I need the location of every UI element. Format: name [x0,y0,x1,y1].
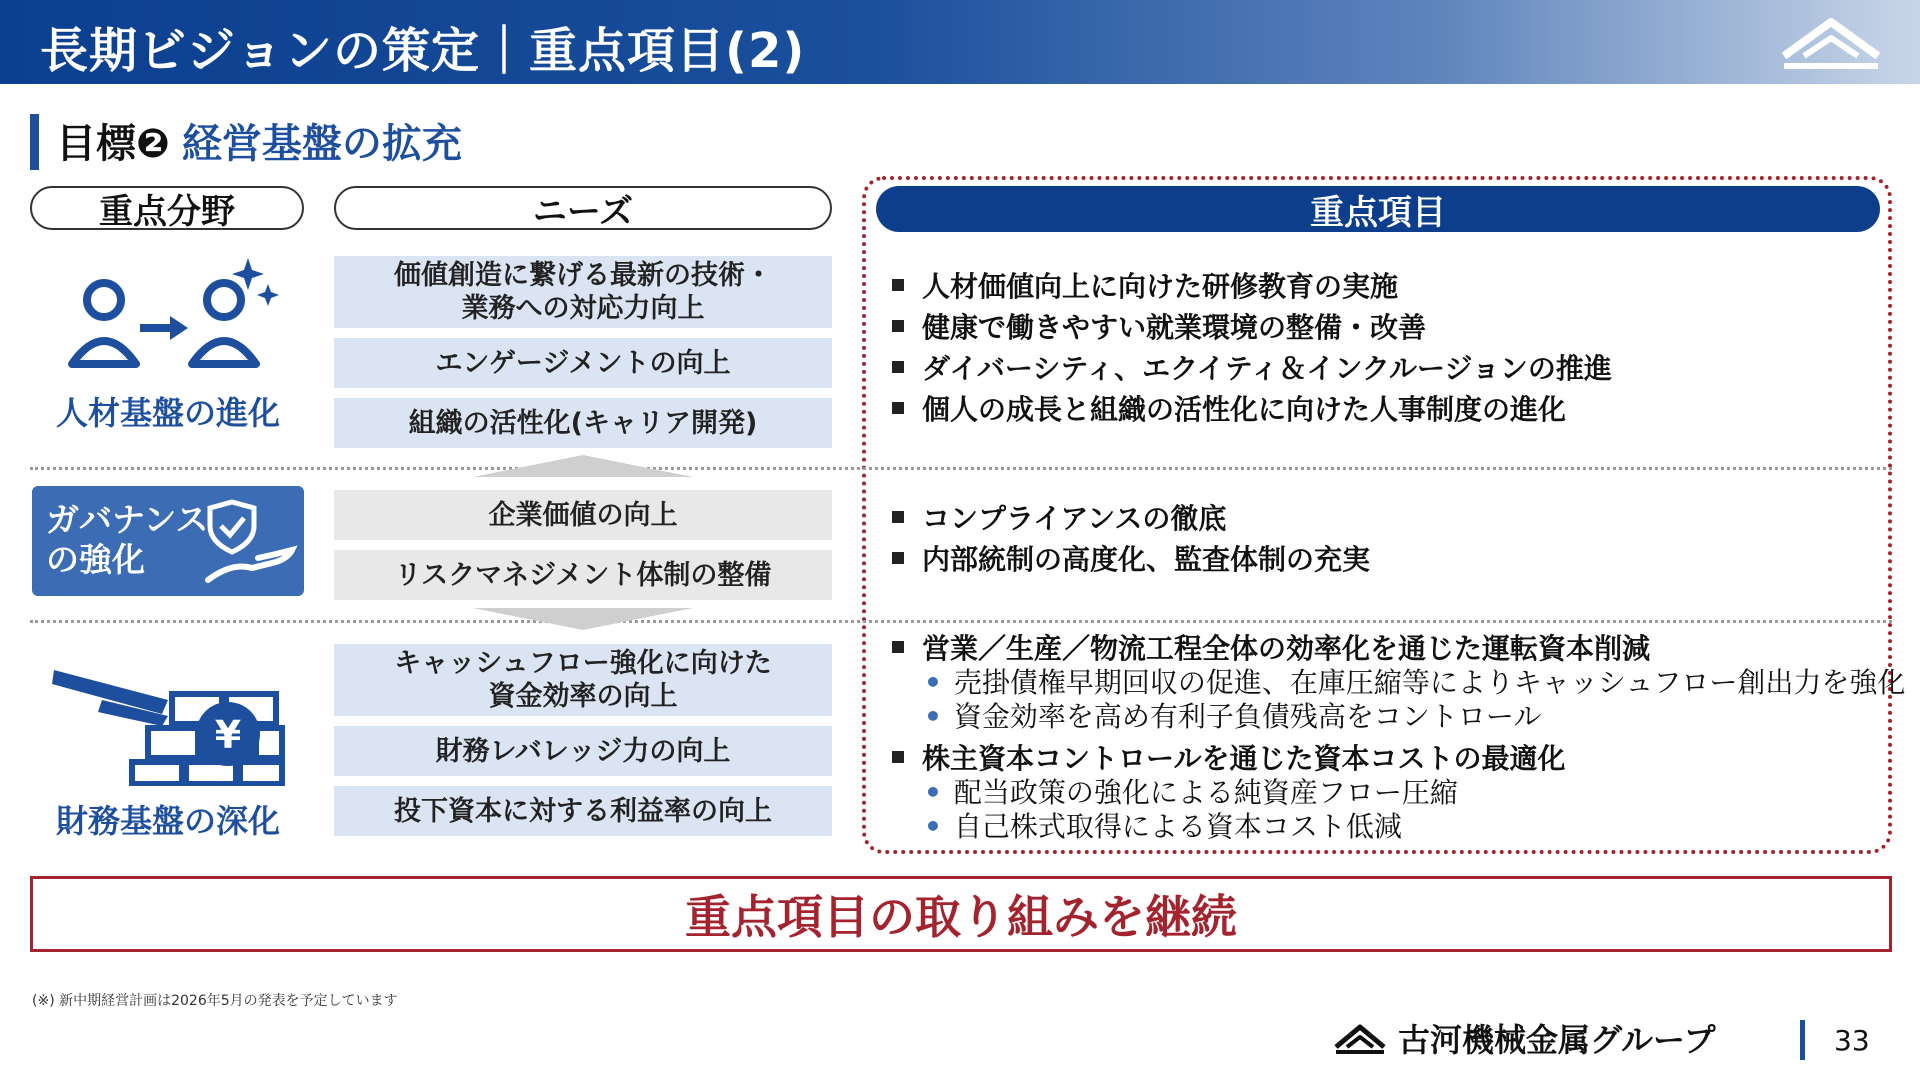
area-label-finance: 財務基盤の深化 [56,802,281,840]
footer-company-name: 古河機械金属グループ [1398,1021,1716,1059]
key-item: コンプライアンスの徹底 [892,502,1226,536]
need-item: リスクマネジメント体制の整備 [334,550,832,600]
need-item: キャッシュフロー強化に向けた 資金効率の向上 [334,644,832,716]
goal-title: 経営基盤の拡充 [181,121,462,167]
area-label-governance: ガバナンス の強化 [46,500,209,579]
key-sub-item: • 資金効率を高め有利子負債残高をコントロール [924,700,1542,733]
key-item: 内部統制の高度化、監査体制の充実 [892,543,1370,577]
footnote: (※) 新中期経営計画は2026年5月の発表を予定しています [32,993,398,1009]
key-item: 株主資本コントロールを通じた資本コストの最適化 [892,742,1565,776]
key-item: 営業／生産／物流工程全体の効率化を通じた運転資本削減 [892,632,1650,666]
page-number: 33 [1834,1024,1870,1057]
key-item: 人材価値向上に向けた研修教育の実施 [892,270,1398,304]
continuation-banner: 重点項目の取り組みを継続 [30,876,1892,952]
key-item: 健康で働きやすい就業環境の整備・改善 [892,311,1426,345]
people-transition-icon [62,256,282,372]
need-item: 投下資本に対する利益率の向上 [334,786,832,836]
area-label-hr: 人材基盤の進化 [56,394,281,432]
header-bar [0,0,1920,84]
company-mark-icon [1776,12,1886,72]
column-header-needs: ニーズ [334,186,832,230]
governance-box [32,486,304,596]
key-item: 個人の成長と組織の活性化に向けた人事制度の進化 [892,393,1566,427]
svg-text:¥: ¥ [214,713,242,757]
goal-prefix: 目標❷ [56,121,170,167]
shield-hand-icon [202,496,298,588]
section-divider [30,620,1892,623]
key-item: ダイバーシティ、エクイティ＆インクルージョンの推進 [892,352,1612,386]
need-item: 財務レバレッジ力の向上 [334,726,832,776]
company-mark-icon [1332,1021,1388,1055]
need-item: 組織の活性化(キャリア開発) [334,398,832,448]
column-header-items: 重点項目 [876,186,1880,232]
need-item: 価値創造に繋げる最新の技術・ 業務への対応力向上 [334,256,832,328]
footer-logo [1332,1018,1715,1058]
need-item: エンゲージメントの向上 [334,338,832,388]
section-divider [30,467,1892,470]
footer-separator [1800,1020,1805,1060]
up-arrow-shape [473,455,693,477]
yen-bricks-icon [52,660,292,786]
column-header-area: 重点分野 [30,186,304,230]
page-title: 長期ビジョンの策定｜重点項目(2) [40,23,806,79]
need-item: 企業価値の向上 [334,490,832,540]
key-sub-item: • 配当政策の強化による純資産フロー圧縮 [924,776,1458,809]
down-arrow-shape [473,608,693,630]
key-sub-item: • 売掛債権早期回収の促進、在庫圧縮等によりキャッシュフロー創出力を強化 [924,666,1906,699]
goal-accent-bar [30,114,39,170]
key-sub-item: • 自己株式取得による資本コスト低減 [924,810,1402,843]
